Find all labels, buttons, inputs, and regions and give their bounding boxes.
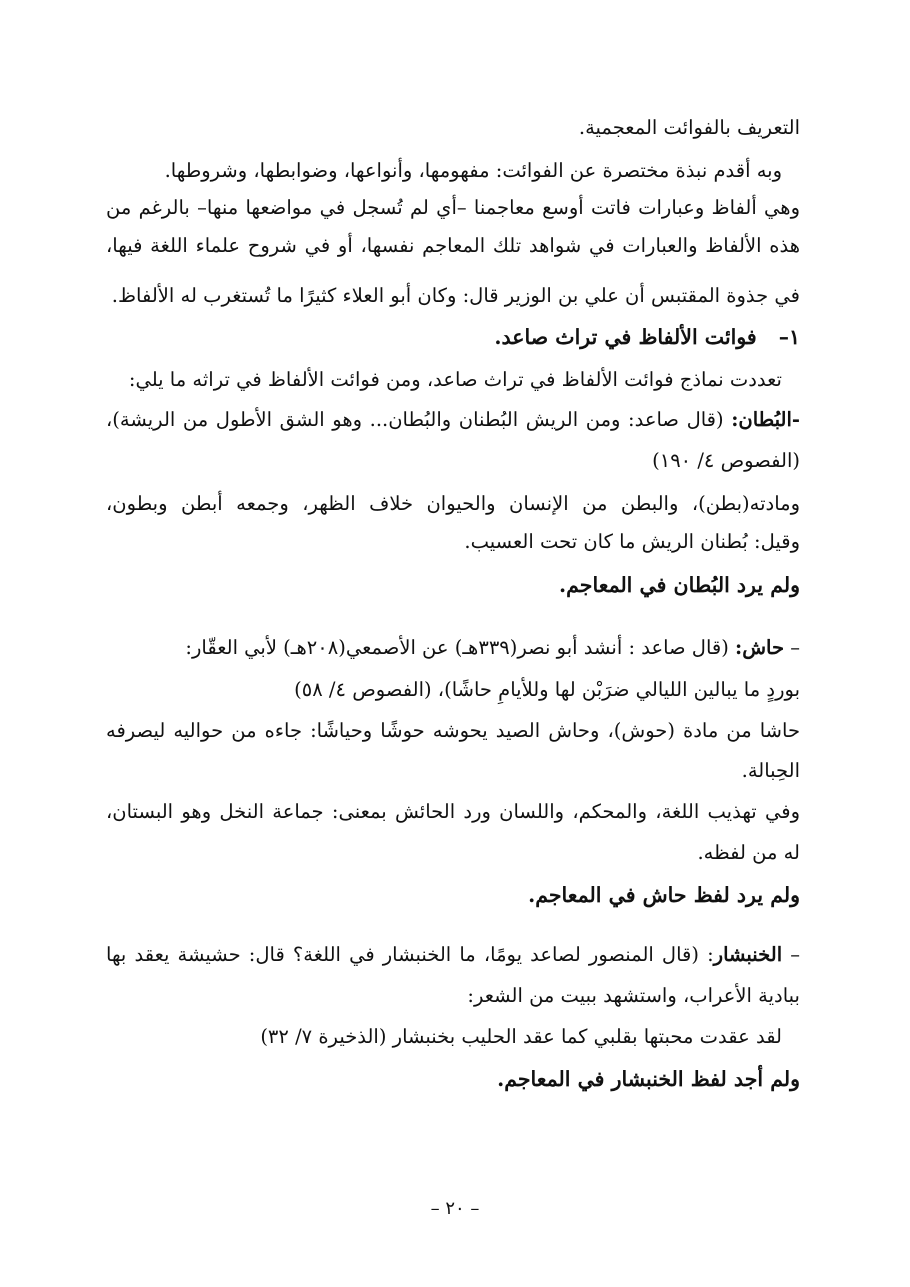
paragraph-line: وهي ألفاظ وعبارات فاتت أوسع معاجمنا –أي لم تُسجل في مواضعها منها– بالرغم من <box>106 196 800 219</box>
section-heading <box>106 320 800 354</box>
entry-text: : (قال المنصور لصاعد يومًا، ما الخنبشار في اللغة؟ قال: حشيشة يعقد بها <box>106 943 714 966</box>
entry-term: -البُطان: <box>731 408 800 431</box>
paragraph-line: الحِبالة. <box>741 759 800 782</box>
section-number: ١– <box>778 325 800 349</box>
entry-dash: – <box>782 943 800 966</box>
poetry-line: بوردٍ ما يبالين الليالي ضرَبْن لها وللأيامِ حاشًا)، (الفصوص ٤/ ٥٨) <box>294 678 800 701</box>
entry-line <box>106 938 800 972</box>
poetry-line: لقد عقدت محبتها بقلبي كما عقد الحليب بخنبشار (الذخيرة ٧/ ٣٢) <box>260 1025 782 1048</box>
paragraph-line: ببادية الأعراب، واستشهد ببيت من الشعر: <box>467 984 800 1007</box>
entry-term: حاش: <box>735 636 785 659</box>
entry-text: (قال صاعد: ومن الريش البُطنان والبُطان... وهو الشق الأطول من الريشة)، <box>106 408 732 431</box>
paragraph-line: وقيل: بُطنان الريش ما كان تحت العسيب. <box>464 530 800 553</box>
paragraph-line: ومادته(بطن)، والبطن من الإنسان والحيوان خلاف الظهر، وجمعه أبطن وبطون، <box>106 492 800 515</box>
paragraph-line: تعددت نماذج فوائت الألفاظ في تراث صاعد، ومن فوائت الألفاظ في تراثه ما يلي: <box>128 368 782 391</box>
paragraph-line: التعريف بالفوائت المعجمية. <box>578 116 800 139</box>
citation-line: (الفصوص ٤/ ١٩٠) <box>652 449 800 472</box>
section-title: فوائت الألفاظ في تراث صاعد. <box>494 325 757 349</box>
paragraph-line: حاشا من مادة (حوش)، وحاش الصيد يحوشه حوشًا وحياشًا: جاءه من حواليه ليصرفه <box>106 719 800 742</box>
paragraph-line: له من لفظه. <box>697 841 800 864</box>
entry-term: الخنبشار <box>713 943 783 966</box>
paragraph-line: وبه أقدم نبذة مختصرة عن الفوائت: مفهومها، وأنواعها، وضوابطها، وشروطها. <box>164 159 782 182</box>
conclusion-line: ولم أجد لفظ الخنبشار في المعاجم. <box>497 1067 800 1091</box>
paragraph-line: في جذوة المقتبس أن علي بن الوزير قال: وكان أبو العلاء كثيرًا ما تُستغرب له الألفاظ. <box>111 284 800 307</box>
entry-line <box>106 403 800 437</box>
paragraph-line: وفي تهذيب اللغة، والمحكم، واللسان ورد الحائش بمعنى: جماعة النخل وهو البستان، <box>106 800 800 823</box>
paragraph-line: هذه الألفاظ والعبارات في شواهد تلك المعاجم نفسها، أو في شروح علماء اللغة فيها، <box>106 234 800 257</box>
conclusion-line: ولم يرد لفظ حاش في المعاجم. <box>528 883 800 907</box>
page-number: – ٢٠ – <box>430 1198 480 1219</box>
entry-dash: – <box>784 636 800 659</box>
entry-line <box>106 631 800 665</box>
conclusion-line: ولم يرد البُطان في المعاجم. <box>559 573 800 597</box>
entry-text: (قال صاعد : أنشد أبو نصر(٣٣٩هـ) عن الأصمعي(٢٠٨هـ) لأبي العقّار: <box>185 636 736 659</box>
